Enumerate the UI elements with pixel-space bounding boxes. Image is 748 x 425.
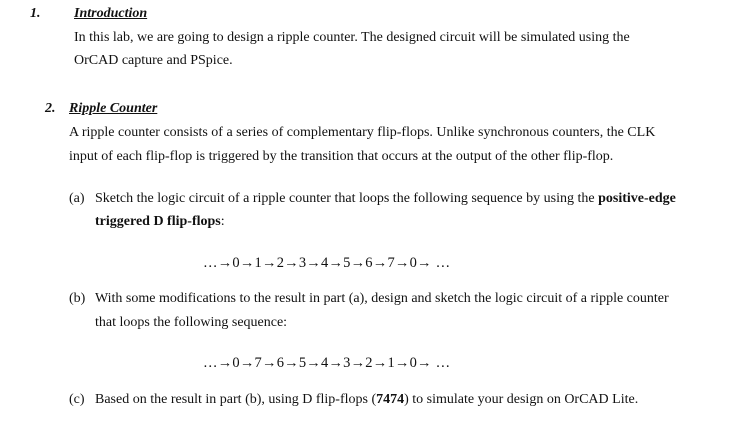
section-2-title: Ripple Counter <box>69 101 158 116</box>
section-1-paragraph-line-2: OrCAD capture and PSpice. <box>74 53 233 68</box>
part-a-label: (a) <box>69 191 85 206</box>
part-c-label: (c) <box>69 392 85 407</box>
section-1-paragraph-line-1: In this lab, we are going to design a ripple counter. The designed circuit will be simulated using the <box>74 30 630 45</box>
part-a-line-2-text: : <box>220 214 225 229</box>
part-a-line-1-text: Sketch the logic circuit of a ripple counter that loops the following sequence by using the <box>95 191 599 206</box>
section-1-title: Introduction <box>74 6 148 21</box>
part-b-label: (b) <box>69 291 86 306</box>
part-c-text-before: Based on the result in part (b), using D flip-flops ( <box>95 392 377 407</box>
part-c-text-after: ) to simulate your design on OrCAD Lite. <box>404 392 639 407</box>
section-2-paragraph-line-2: input of each flip-flop is triggered by the transition that occurs at the output of the other flip-flop. <box>69 149 614 164</box>
part-a-line-2 <box>95 214 225 230</box>
part-b-line-2: that loops the following sequence: <box>95 315 288 330</box>
part-a-line-1 <box>95 191 676 207</box>
part-b-sequence: …→0→7→6→5→4→3→2→1→0→ … <box>203 355 451 371</box>
section-1-number: 1. <box>30 6 41 21</box>
part-a-sequence: …→0→1→2→3→4→5→6→7→0→ … <box>203 255 451 271</box>
section-2-number: 2. <box>45 101 56 116</box>
part-a-line-1-bold: positive-edge <box>598 191 676 206</box>
part-c-bold: 7474 <box>376 392 405 407</box>
part-b-line-1: With some modifications to the result in part (a), design and sketch the logic circuit of a ripple counter <box>95 291 669 306</box>
section-2-paragraph-line-1: A ripple counter consists of a series of complementary flip-flops. Unlike synchronous counters, the CLK <box>69 125 656 140</box>
part-a-line-2-bold: triggered D flip-flops <box>95 214 221 229</box>
part-c-line <box>95 392 638 408</box>
